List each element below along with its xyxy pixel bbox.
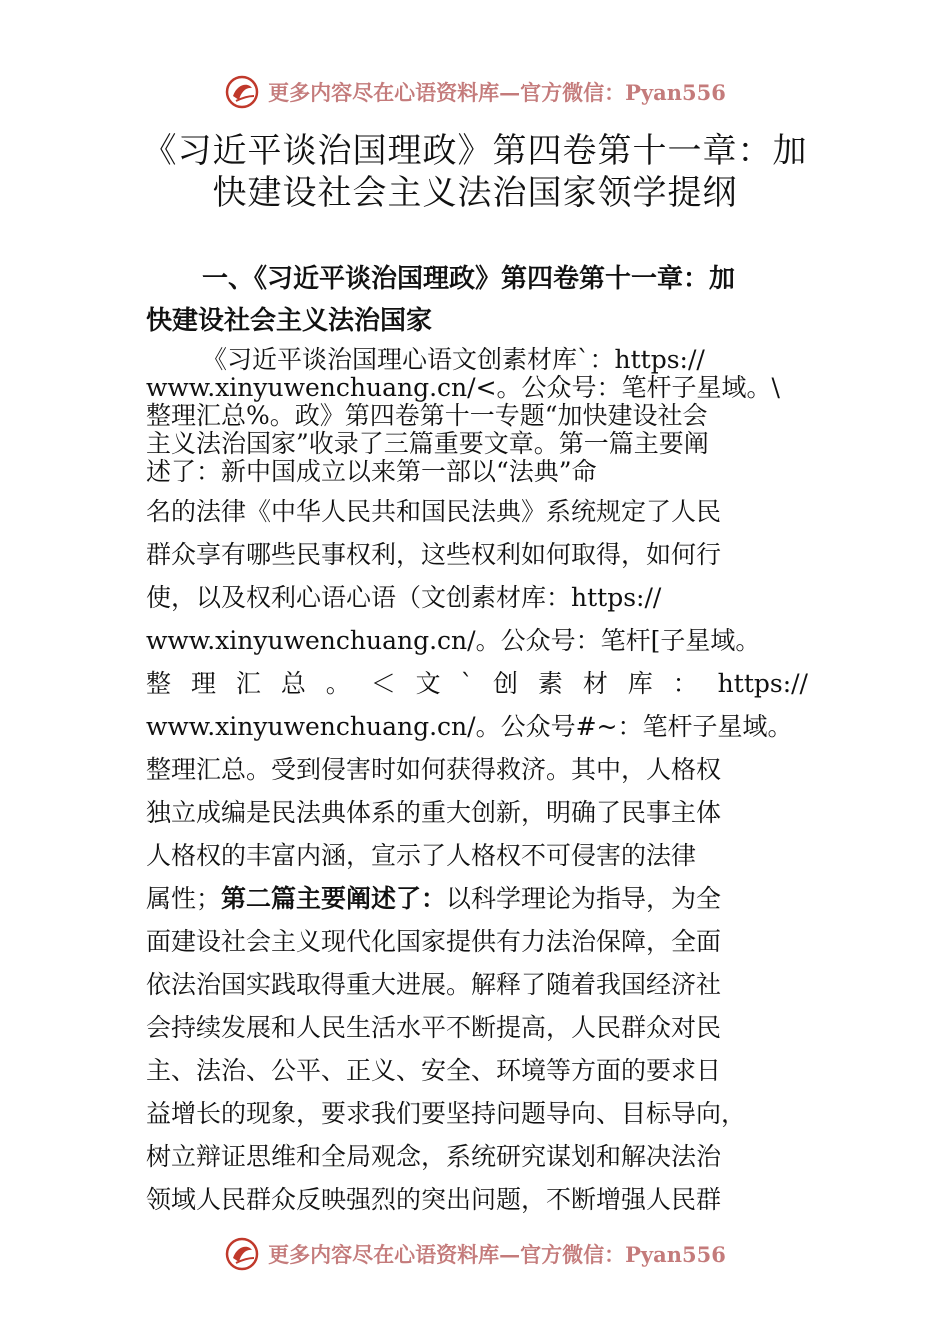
text-line: 主义法治国家”收录了三篇重要文章。第一篇主要阐 (146, 429, 709, 458)
text-line: 述了：新中国成立以来第一部以“法典”命 (146, 457, 597, 486)
text-line: 独立成编是民法典体系的重大创新，明确了民事主体 (146, 798, 722, 827)
bold-text-run: 第二篇主要阐述了： (221, 884, 447, 913)
watermark-text: 更多内容尽在心语资料库—官方微信：Pyan556 (268, 1242, 726, 1267)
text-line: 树立辩证思维和全局观念，系统研究谋划和解决法治 (146, 1142, 722, 1171)
watermark-footer (0, 1234, 950, 1274)
title-line: 《习近平谈治国理政》第四卷第十一章：加 (142, 131, 808, 171)
text-line: 《习近平谈治国理心语文创素材库`：https:// (202, 345, 705, 374)
text-line-justified (146, 662, 808, 705)
watermark-logo-icon (224, 74, 260, 110)
text-line: 群众享有哪些民事权利，这些权利如何取得，如何行 (146, 540, 722, 569)
text-line: 领域人民群众反映强烈的突出问题，不断增强人民群 (146, 1185, 722, 1214)
text-line: 主、法治、公平、正义、安全、环境等方面的要求日 (146, 1056, 722, 1085)
text-line: www.xinyuwenchuang.cn/。公众号：笔杆[子星域。 (146, 626, 761, 655)
text-run: 属性； (146, 884, 222, 913)
text-line: 会持续发展和人民生活水平不断提高，人民群众对民 (146, 1013, 722, 1042)
heading-line: 快建设社会主义法治国家 (146, 306, 433, 336)
text-line: 使，以及权利心语心语（文创素材库：https:// (146, 583, 662, 612)
text-line: 整理汇总%。政》第四卷第十一专题“加快建设社会 (146, 401, 708, 430)
text-line: 面建设社会主义现代化国家提供有力法治保障，全面 (146, 927, 722, 956)
paragraph-body (146, 490, 808, 1221)
watermark-text: 更多内容尽在心语资料库—官方微信：Pyan556 (268, 80, 726, 105)
title-line: 快建设社会主义法治国家领学提纲 (212, 173, 738, 213)
text-line: 名的法律《中华人民共和国民法典》系统规定了人民 (146, 497, 722, 526)
text-line: 依法治国实践取得重大进展。解释了随着我国经济社 (146, 970, 722, 999)
watermark-logo-icon (224, 1236, 260, 1272)
text-run: 以科学理论为指导，为全 (446, 884, 722, 913)
watermark-header (0, 72, 950, 112)
text-line: 人格权的丰富内涵，宣示了人格权不可侵害的法律 (146, 841, 697, 870)
heading-line: 一、《习近平谈治国理政》第四卷第十一章：加 (202, 264, 736, 294)
document-title (90, 130, 860, 214)
text-line: www.xinyuwenchuang.cn/。公众号#~：笔杆子星域。 (146, 712, 793, 741)
text-line-mixed (146, 877, 808, 920)
section-heading (146, 258, 808, 342)
text-line: 整 理 汇 总 。 ＜ 文 ` 创 素 材 库 ： https:// (146, 669, 808, 698)
text-line: 整理汇总。受到侵害时如何获得救济。其中，人格权 (146, 755, 722, 784)
text-line: www.xinyuwenchuang.cn/<。公众号：笔杆子星域。\ (146, 373, 780, 402)
paragraph-intro (146, 346, 808, 486)
text-line: 益增长的现象，要求我们要坚持问题导向、目标导向， (146, 1099, 747, 1128)
